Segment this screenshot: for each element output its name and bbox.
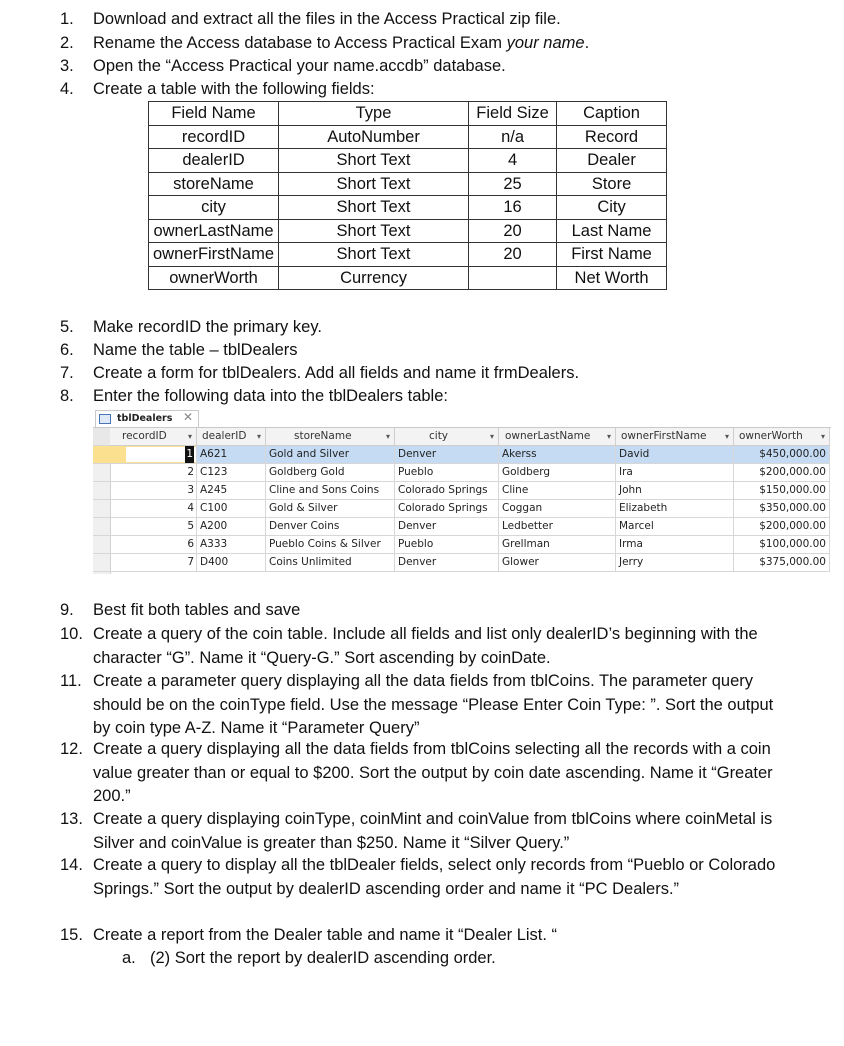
field-table-row: ownerLastName Short Text 20 Last Name [149, 219, 667, 243]
field-table-row: ownerWorth Currency Net Worth [149, 266, 667, 290]
dropdown-arrow-icon: ▾ [724, 432, 729, 441]
dropdown-arrow-icon: ▾ [187, 432, 192, 441]
table-icon [99, 414, 111, 424]
field-definition-table [148, 101, 667, 290]
step-15: 15. Create a report from the Dealer table and name it “Dealer List. “ [60, 926, 558, 944]
step-10: 10. Create a query of the coin table. Include all fields and list only dealerID’s beginning with the character “G”. Name it “Query-G.” Sort ascending by coinDate. [60, 625, 758, 667]
close-icon[interactable]: ✕ [183, 410, 194, 424]
col-header-dealerid[interactable]: dealerID ▾ [197, 428, 266, 446]
dropdown-arrow-icon: ▾ [820, 432, 825, 441]
dropdown-arrow-icon: ▾ [489, 432, 494, 441]
step-11: 11. Create a parameter query displaying all the data fields from tblCoins. The parameter query should be on the coinType field. Use the message “Please Enter Coin Type: ”. Sort the output by coin type A-Z. Name it “Parameter Query” [60, 672, 774, 737]
field-table-row: storeName Short Text 25 Store [149, 172, 667, 196]
step-2: 2. Rename the Access database to Access Practical Exam your name. [60, 34, 590, 52]
step-13: 13. Create a query displaying coinType, coinMint and coinValue from tblCoins where coinMetal is Silver and coinValue is greater than $250. Name it “Silver Query.” [60, 810, 773, 852]
col-header-ownerfirstname[interactable]: ownerFirstName ▾ [616, 428, 734, 446]
step-6: 6. Name the table – tblDealers [60, 341, 298, 359]
col-header-city[interactable]: city ▾ [395, 428, 499, 446]
record-selector-column[interactable] [93, 428, 111, 574]
step-1: 1. Download and extract all the files in the Access Practical zip file. [60, 10, 561, 28]
col-header-ownerworth[interactable]: ownerWorth ▾ [734, 428, 830, 446]
step-5: 5. Make recordID the primary key. [60, 318, 322, 336]
step-15a: a. (2) Sort the report by dealerID ascending order. [122, 949, 496, 967]
access-datasheet [93, 410, 831, 575]
dropdown-arrow-icon: ▾ [606, 432, 611, 441]
field-table-header: Field Name Type Field Size Caption [149, 102, 667, 126]
step-8: 8. Enter the following data into the tblDealers table: [60, 387, 448, 405]
col-header-ownerlastname[interactable]: ownerLastName ▾ [499, 428, 616, 446]
field-table-row: ownerFirstName Short Text 20 First Name [149, 243, 667, 267]
step-3: 3. Open the “Access Practical your name.accdb” database. [60, 57, 506, 75]
dropdown-arrow-icon: ▾ [256, 432, 261, 441]
col-header-storename[interactable]: storeName ▾ [266, 428, 395, 446]
step-14: 14. Create a query to display all the tblDealer fields, select only records from “Pueblo or Colorado Springs.” Sort the output by dealerID ascending order and name it “PC Dealers.” [60, 856, 776, 898]
field-table-row: dealerID Short Text 4 Dealer [149, 149, 667, 173]
col-header-recordid[interactable]: recordID ▾ [110, 428, 197, 446]
dropdown-arrow-icon: ▾ [385, 432, 390, 441]
step-12: 12. Create a query displaying all the data fields from tblCoins selecting all the records with a coin value greater than or equal to $200. Sort the output by coin date ascending. Name it “Greater 200.” [60, 740, 773, 805]
datasheet-grid: recordID ▾ dealerID ▾ storeName ▾ city ▾ ownerLastName ▾ ownerFirstName ▾ ownerWorth ▾ 1 A621 Gold and Silver Denver Akerss David $450,000.00 2 C123 Goldberg Gold Pueblo Goldberg Ira $200,000.00 3 A245 Cline and Sons Coins Colorado Springs Cline John $150,000.00 4 C100 Gold & Silver Colorado Springs Coggan Elizabeth $350,000.00 5 A200 Denver Coins Denver Ledbetter Marcel $200,000.00 6 A333 Pueblo Coins & Silver Pueblo Grellman Irma $100,000.00 7 D400 Coins Unlimited Denver Glower Jerry $375,000.00 [93, 427, 831, 576]
field-table-row: city Short Text 16 City [149, 196, 667, 220]
step-9: 9. Best fit both tables and save [60, 601, 301, 619]
datasheet-tab[interactable]: tblDealers ✕ [95, 410, 199, 428]
step-4: 4. Create a table with the following fields: [60, 80, 375, 98]
step-7: 7. Create a form for tblDealers. Add all fields and name it frmDealers. [60, 364, 580, 382]
field-table-row: recordID AutoNumber n/a Record [149, 125, 667, 149]
